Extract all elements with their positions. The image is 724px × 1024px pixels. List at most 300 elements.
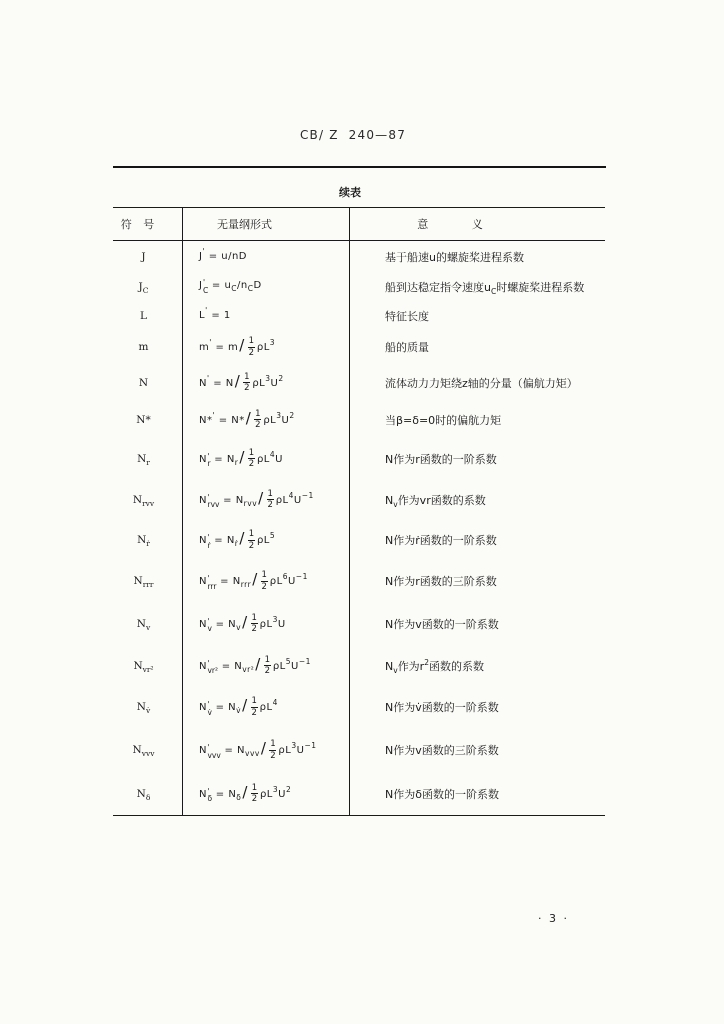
meaning-text (385, 339, 429, 355)
text-run: = u/nD (205, 251, 247, 262)
symbol-cell (113, 602, 183, 645)
text-run: N (133, 575, 143, 587)
text-run: 基于船速u的螺旋桨进程系数 (385, 250, 524, 264)
fraction-denominator: 2 (251, 624, 257, 634)
text-run: = 1 (207, 310, 231, 321)
formula-cell (183, 330, 350, 364)
text-run: N (199, 788, 207, 800)
text-run: N (137, 452, 147, 465)
meaning-cell (350, 520, 605, 560)
meaning-text (385, 532, 497, 548)
table-row (113, 438, 605, 479)
symbol-cell (113, 364, 183, 401)
superscript: 5 (269, 531, 276, 540)
table-row (113, 364, 605, 401)
symbol-cell (113, 479, 183, 520)
symbol (137, 534, 150, 546)
superscript: 3 (265, 373, 271, 383)
prime-mark: ' (202, 278, 206, 287)
superscript: 4 (269, 449, 276, 459)
text-run: = N (219, 494, 244, 506)
subscript: ṙ (146, 539, 150, 548)
text-run: U (270, 377, 279, 389)
text-run: 特征长度 (385, 309, 429, 323)
text-run: N (199, 745, 207, 756)
text-run: N (199, 576, 207, 587)
formula-cell (183, 520, 350, 560)
fraction-numerator: 1 (264, 654, 271, 665)
subscript: δ (145, 792, 151, 802)
fraction-one-half (264, 656, 271, 676)
fraction-denominator: 2 (244, 383, 250, 393)
subscript: δ (207, 794, 213, 803)
fraction-denominator: 2 (270, 750, 276, 761)
subscript: C (247, 284, 254, 293)
table-header-row (113, 208, 605, 241)
text-run: = N (211, 702, 237, 713)
text-run: N作为v函数的三阶系数 (385, 744, 499, 757)
division-slash: / (239, 336, 245, 354)
symbol-cell (113, 645, 183, 686)
superscript: −1 (298, 656, 311, 666)
text-run: ρL (269, 576, 283, 587)
text-run: N (137, 534, 147, 546)
meaning-cell (350, 686, 605, 728)
superscript: 2 (424, 657, 429, 667)
dimensionless-formula (199, 373, 284, 393)
text-run: 船的质量 (385, 341, 429, 354)
text-run: 当β=δ=0时的偏航力矩 (385, 413, 502, 427)
subscript: r (207, 459, 211, 468)
meaning-cell (350, 560, 605, 602)
text-run: U (291, 660, 299, 672)
superscript: 3 (272, 614, 278, 624)
text-run: N作为ṙ函数的一阶系数 (385, 534, 497, 547)
symbol-cell (113, 401, 183, 438)
division-slash: / (258, 488, 264, 507)
fraction-denominator: 2 (267, 500, 273, 510)
text-run: = N (209, 377, 234, 389)
superscript: 4 (272, 698, 278, 707)
division-slash: / (242, 696, 248, 714)
header-rule (113, 166, 606, 168)
table-row (113, 645, 605, 686)
formula-cell (183, 301, 350, 330)
text-run: U (287, 576, 296, 587)
table-body (113, 241, 605, 815)
prime-mark: ' (207, 658, 210, 668)
prime-subscript (207, 660, 218, 675)
prime-subscript (207, 744, 220, 759)
division-slash: / (242, 782, 248, 801)
superscript: ' (206, 373, 210, 383)
superscript: 3 (276, 410, 282, 420)
subscript: C (231, 284, 238, 293)
subscript: rrr (240, 580, 252, 589)
dimensionless-formula (199, 279, 262, 294)
meaning-cell (350, 438, 605, 479)
subscript: vr² (142, 664, 154, 674)
symbol (141, 251, 145, 263)
formula-cell (183, 772, 350, 815)
dimensionless-formula (199, 656, 311, 676)
fraction-numerator: 1 (248, 336, 255, 346)
superscript: 2 (289, 410, 295, 420)
formula-cell (183, 728, 350, 772)
text-run: 船到达稳定指令速度u (385, 280, 491, 294)
column-header-meaning: 意 义 (417, 218, 483, 231)
symbol-cell (113, 241, 183, 272)
subscript: vr² (242, 664, 255, 674)
text-run: = N (216, 576, 241, 587)
fraction-numerator: 1 (251, 782, 258, 793)
fraction-denominator: 2 (248, 459, 255, 469)
text-run: U (278, 788, 286, 800)
symbol (133, 660, 153, 672)
table-row (113, 772, 605, 815)
prime-mark: ' (207, 451, 210, 461)
division-slash: / (234, 371, 241, 390)
meaning-cell (350, 772, 605, 815)
text-run: ρL (275, 494, 289, 506)
meaning-text (385, 699, 499, 715)
dimensionless-formula (199, 784, 291, 804)
page-number: · 3 · (538, 912, 567, 925)
superscript: 2 (278, 373, 284, 383)
dimensionless-formula (199, 247, 247, 262)
symbol (134, 575, 154, 587)
superscript: 5 (285, 656, 292, 666)
table-row (113, 272, 605, 301)
text-run: m (199, 342, 210, 353)
text-run: = u (208, 280, 232, 291)
prime-mark: ' (207, 786, 210, 796)
fraction-one-half (248, 530, 255, 550)
text-run: N (132, 493, 143, 506)
meaning-text (385, 658, 484, 674)
subscript: vvv (207, 750, 221, 760)
symbol-cell (113, 560, 183, 602)
subscript: vvv (141, 749, 155, 758)
text-run: N (136, 617, 146, 630)
subscript: v̇ (236, 706, 242, 715)
dimensionless-formula (199, 337, 275, 357)
meaning-text (385, 616, 499, 632)
fraction-numerator: 1 (251, 612, 257, 623)
symbol (140, 310, 147, 322)
text-run: N (132, 744, 142, 756)
fraction-denominator: 2 (264, 666, 271, 676)
text-run: N作为v̇函数的一阶系数 (385, 701, 499, 714)
meaning-text (385, 249, 524, 265)
fraction-one-half (251, 614, 258, 634)
text-run: N (133, 659, 143, 672)
subscript: v (393, 665, 398, 675)
symbol (137, 618, 150, 630)
subscript: v̇ (207, 707, 212, 717)
meaning-text (385, 375, 578, 391)
meaning-cell (350, 728, 605, 772)
symbol-cell (113, 686, 183, 728)
fraction-denominator: 2 (248, 540, 255, 551)
subscript: C (202, 285, 209, 295)
text-run: L (140, 309, 147, 322)
formula-cell (183, 364, 350, 401)
table-row (113, 560, 605, 602)
text-run: N (199, 453, 207, 465)
text-run: N作为v函数的一阶系数 (385, 617, 499, 631)
division-slash: / (260, 739, 267, 757)
subscript: vvv (245, 749, 260, 758)
division-slash: / (245, 408, 252, 427)
division-slash: / (242, 612, 248, 631)
fraction-one-half (251, 784, 258, 804)
prime-mark: ' (207, 743, 210, 752)
meaning-text (385, 742, 499, 758)
fraction-numerator: 1 (248, 529, 255, 539)
fraction-numerator: 1 (244, 371, 250, 382)
subscript: v (393, 499, 398, 509)
text-run: ρL (259, 618, 273, 630)
text-run: ρL (256, 453, 270, 465)
text-run: N (199, 702, 207, 713)
text-run: N (199, 494, 207, 506)
meaning-text (385, 492, 486, 508)
superscript: ' (212, 410, 216, 420)
superscript: −1 (301, 490, 314, 500)
meaning-cell (350, 241, 605, 272)
text-run: = m (211, 342, 239, 353)
symbol (137, 453, 150, 465)
symbol (136, 414, 150, 426)
table-row (113, 241, 605, 272)
text-run: N作为r函数的三阶系数 (385, 575, 497, 588)
symbol-cell (113, 330, 183, 364)
fraction-numerator: 1 (267, 488, 273, 499)
subscript: rrr (142, 580, 154, 589)
subscript: rrr (207, 581, 217, 591)
symbol-cell (113, 301, 183, 330)
fraction-numerator: 1 (261, 570, 267, 580)
division-slash: / (255, 654, 261, 673)
superscript: ' (209, 338, 212, 347)
prime-mark: ' (207, 492, 210, 502)
text-run: J (138, 280, 143, 293)
text-run: N (136, 787, 146, 800)
subscript: ṙ (207, 540, 211, 550)
column-header-dimensionless-form: 无量纲形式 (183, 208, 350, 240)
meaning-cell (350, 364, 605, 401)
text-run: N* (199, 414, 213, 426)
symbol-cell (113, 772, 183, 815)
superscript: ' (205, 306, 208, 315)
text-run: N (136, 701, 146, 713)
subscript: v (236, 622, 242, 632)
text-run: N (199, 660, 207, 672)
superscript: 4 (288, 490, 294, 500)
dimensionless-formula (199, 449, 283, 469)
subscript: v (207, 624, 212, 633)
fraction-one-half (254, 410, 261, 430)
prime-subscript (207, 494, 219, 509)
text-run: L (199, 310, 206, 321)
subscript: r (234, 457, 239, 467)
formula-cell (183, 686, 350, 728)
formula-cell (183, 645, 350, 686)
text-run: ρL (263, 414, 277, 426)
fraction-one-half (251, 697, 258, 717)
meaning-cell (350, 479, 605, 520)
formula-cell (183, 438, 350, 479)
superscript: −1 (295, 572, 308, 581)
superscript: 3 (272, 784, 279, 794)
text-run: 流体动力力矩绕z轴的分量（偏航力矩） (385, 376, 578, 390)
text-run: J (141, 250, 146, 263)
table-row (113, 301, 605, 330)
meaning-text (385, 786, 499, 802)
meaning-text (385, 451, 497, 467)
subscript: v (145, 622, 151, 632)
text-run: U (275, 453, 283, 465)
symbol-table (113, 207, 605, 816)
prime-mark: ' (207, 616, 210, 626)
symbol (139, 281, 149, 293)
text-run: = N (220, 745, 246, 756)
text-run: N (199, 535, 207, 546)
dimensionless-formula (199, 697, 278, 717)
text-run: m (138, 341, 149, 353)
text-run: ρL (259, 702, 273, 713)
table-caption: 续表 (339, 186, 361, 199)
fraction-denominator: 2 (255, 420, 261, 430)
fraction-one-half (261, 571, 268, 591)
subscript: v̇ (145, 706, 151, 715)
text-run: 函数的系数 (429, 659, 484, 673)
text-run: /n (237, 280, 248, 291)
text-run: N作为r函数的一阶系数 (385, 452, 497, 466)
formula-cell (183, 401, 350, 438)
subscript: rvv (142, 498, 155, 508)
division-slash: / (239, 447, 245, 466)
symbol-cell (113, 438, 183, 479)
table-row (113, 728, 605, 772)
fraction-one-half (269, 740, 276, 760)
fraction-denominator: 2 (251, 707, 257, 718)
subscript: C (142, 285, 149, 295)
fraction-denominator: 2 (261, 581, 267, 592)
table-row (113, 602, 605, 645)
text-run: U (293, 494, 302, 506)
text-run: = N (212, 788, 237, 800)
meaning-text (385, 279, 584, 295)
symbol (133, 744, 155, 756)
prime-mark: ' (207, 574, 210, 583)
superscript: 3 (291, 741, 297, 750)
formula-cell (183, 241, 350, 272)
symbol (137, 701, 150, 713)
subscript: δ (236, 792, 242, 802)
meaning-cell (350, 602, 605, 645)
fraction-one-half (243, 373, 250, 393)
division-slash: / (252, 570, 258, 588)
dimensionless-formula (199, 306, 231, 321)
text-run: 时螺旋桨进程系数 (496, 280, 585, 294)
text-run: 作为r (397, 659, 425, 673)
text-run: ρL (272, 660, 286, 672)
fraction-numerator: 1 (270, 739, 276, 749)
division-slash: / (239, 529, 245, 547)
text-run: N (385, 493, 394, 507)
table-row (113, 520, 605, 560)
text-run: U (281, 414, 290, 426)
superscript: ' (202, 247, 206, 256)
fraction-one-half (248, 337, 255, 357)
dimensionless-formula (199, 614, 286, 634)
table-row (113, 479, 605, 520)
text-run: N (199, 618, 207, 630)
fraction-numerator: 1 (251, 696, 257, 706)
meaning-text (385, 308, 429, 324)
subscript: rvv (243, 498, 258, 508)
text-run: U (277, 618, 286, 630)
symbol (139, 341, 149, 353)
superscript: 6 (282, 572, 288, 581)
document-code: CB/ Z 240—87 (299, 128, 407, 142)
dimensionless-formula (199, 530, 275, 550)
formula-cell (183, 479, 350, 520)
prime-mark: ' (207, 700, 210, 709)
subscript: rvv (207, 500, 220, 509)
fraction-numerator: 1 (248, 447, 255, 458)
meaning-text (385, 412, 501, 428)
subscript: vr² (207, 666, 219, 675)
fraction-denominator: 2 (251, 794, 258, 804)
text-run: N* (136, 413, 151, 426)
superscript: 3 (269, 338, 276, 347)
symbol (139, 377, 148, 389)
table-row (113, 686, 605, 728)
dimensionless-formula (199, 490, 314, 510)
dimensionless-formula (199, 571, 308, 591)
meaning-cell (350, 330, 605, 364)
meaning-cell (350, 401, 605, 438)
text-run: J (199, 280, 203, 291)
meaning-cell (350, 645, 605, 686)
formula-cell (183, 602, 350, 645)
fraction-denominator: 2 (248, 347, 255, 358)
table-row (113, 401, 605, 438)
symbol-cell (113, 520, 183, 560)
text-run: ρL (278, 745, 292, 756)
formula-cell (183, 560, 350, 602)
text-run: = N (210, 535, 235, 546)
fraction-one-half (248, 449, 255, 469)
subscript: ṙ (234, 539, 239, 548)
text-run: N (138, 376, 149, 389)
symbol-cell (113, 728, 183, 772)
text-run: = N (210, 453, 235, 465)
text-run: N作为δ函数的一阶系数 (385, 787, 499, 801)
fraction-one-half (267, 490, 274, 510)
dimensionless-formula (199, 410, 295, 430)
text-run: = N (218, 660, 243, 672)
text-run: ρL (259, 788, 273, 800)
formula-cell (183, 272, 350, 301)
fraction-numerator: 1 (255, 408, 261, 419)
text-run: = N (211, 618, 237, 630)
superscript: 2 (285, 784, 292, 794)
subscript: r (146, 457, 150, 467)
